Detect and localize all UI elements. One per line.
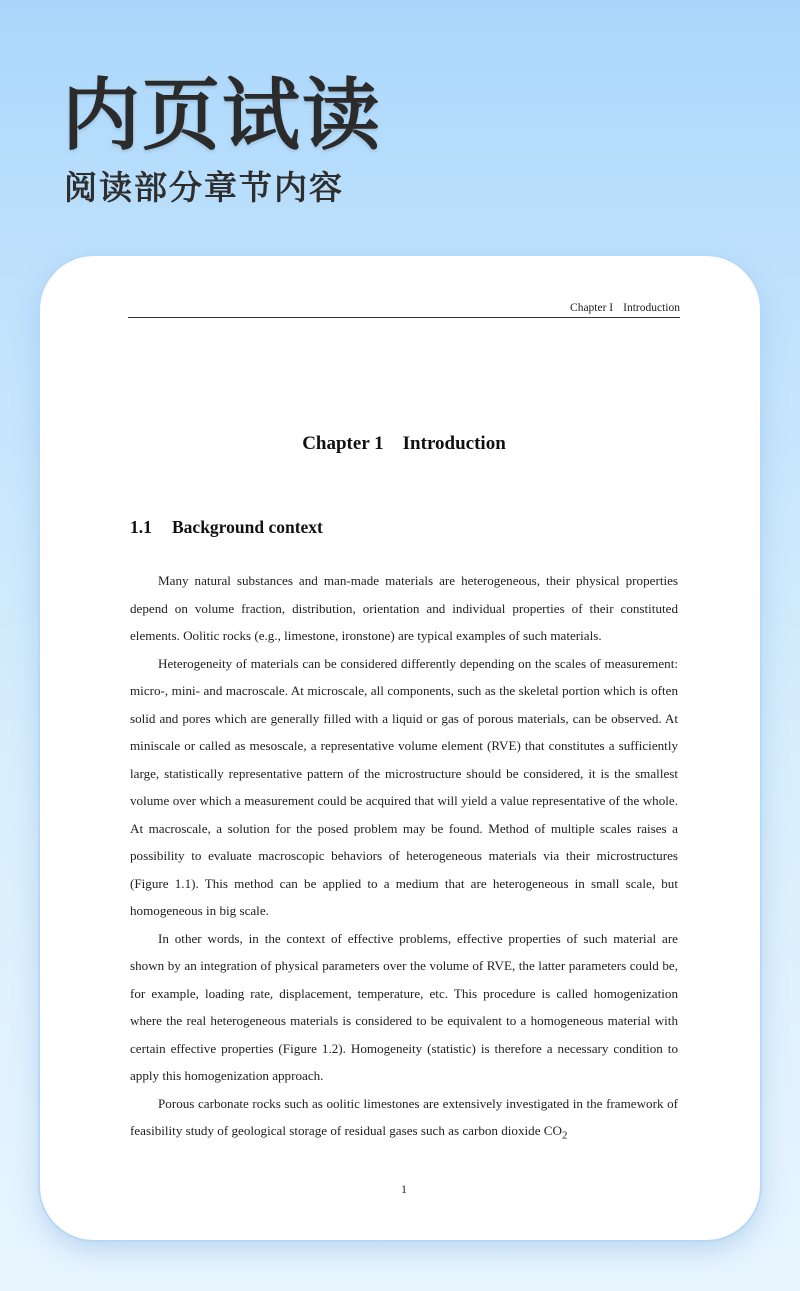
running-head-chapter: Chapter I (570, 302, 614, 314)
paragraph-text: Porous carbonate rocks such as oolitic limestones are extensively investigated in the framework of feasibility study of geological storage of residual gases such as carbon dioxide CO (130, 1095, 678, 1138)
banner-title: 内页试读 (62, 71, 383, 161)
running-head (128, 301, 680, 315)
section-title: Background context (172, 517, 323, 537)
banner-subtitle: 阅读部分章节内容 (64, 168, 344, 207)
header-rule (128, 317, 680, 318)
paragraph: In other words, in the context of effective problems, effective properties of such material are shown by an integration of physical parameters over the volume of RVE, the latter parameters could be, for example, loading rate, displacement, temperature, etc. This procedure is called homogenization where the real heterogeneous materials is considered to be equivalent to a homogeneous material with certain effective properties (Figure 1.2). Homogeneity (statistic) is therefore a necessary condition to apply this homogenization approach. (130, 930, 678, 1083)
paragraph: Many natural substances and man-made materials are heterogeneous, their physical properties depend on volume fraction, distribution, orientation and individual properties of their constituted elements. Oolitic rocks (e.g., limestone, ironstone) are typical examples of such materials. (130, 573, 678, 643)
section-heading (130, 516, 323, 538)
running-head-title: Introduction (623, 302, 680, 314)
book-page (38, 254, 762, 1242)
chapter-title: Chapter 1 Introduction (302, 433, 506, 454)
paragraph: Heterogeneity of materials can be considered differently depending on the scales of measurement: micro-, mini- and macroscale. At microscale, all components, such as the skeletal portion which is often solid and pores which are generally filled with a liquid or gas of porous materials, can be observed. At miniscale or called as mesoscale, a representative volume element (RVE) that constitutes a sufficiently large, statistically representative pattern of the microstructure should be considered, it is the smallest volume over which a measurement could be acquired that will yield a value representative of the whole. At macroscale, a solution for the posed problem may be found. Method of multiple scales raises a possibility to evaluate macroscopic behaviors of heterogeneous materials via their microstructures (Figure 1.1). This method can be applied to a medium that are heterogeneous in small scale, but homogeneous in big scale. (130, 655, 678, 918)
paragraph (130, 1090, 678, 1151)
subscript: 2 (562, 1129, 568, 1142)
section-number: 1.1 (130, 517, 152, 537)
page-number: 1 (401, 1182, 407, 1196)
body-text (130, 567, 678, 1150)
